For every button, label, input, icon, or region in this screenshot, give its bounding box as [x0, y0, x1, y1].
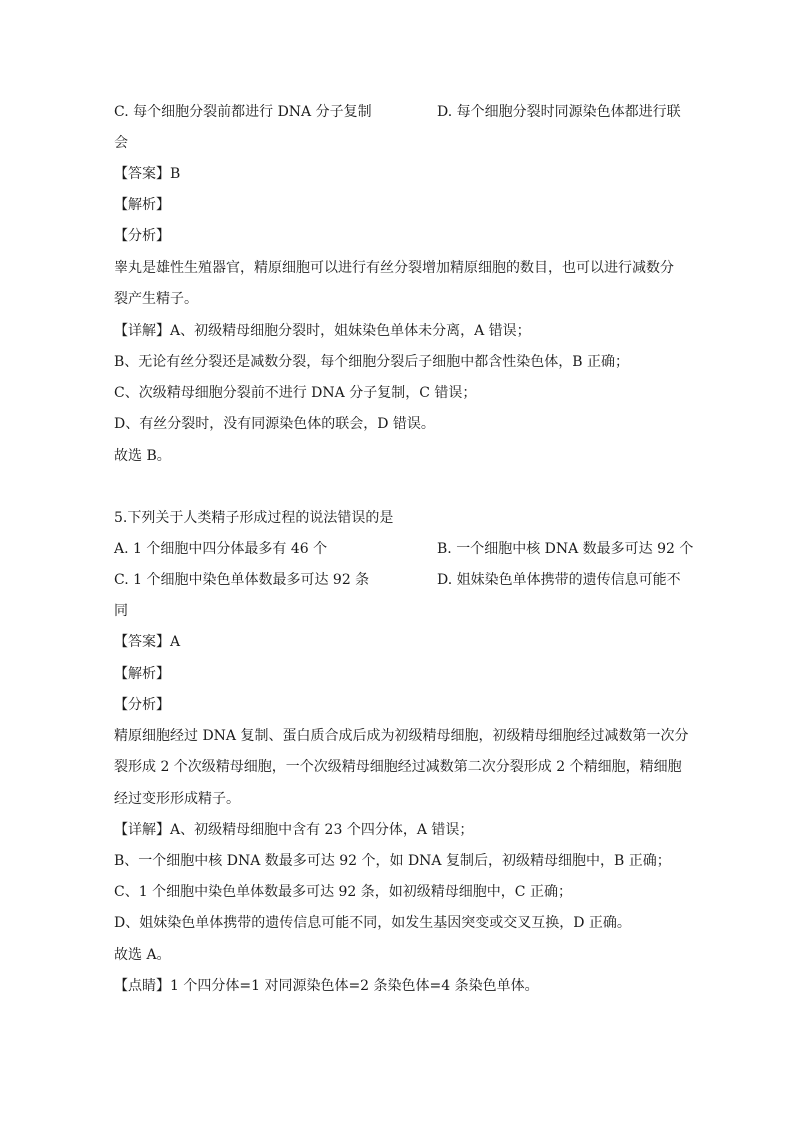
q5-option-a: A. 1 个细胞中四分体最多有 46 个 — [114, 541, 328, 557]
q5-stem: 5.下列关于人类精子形成过程的说法错误的是 — [114, 510, 394, 526]
q4-conclusion: 故选 B。 — [114, 448, 171, 464]
q5-detail-a: 【详解】A、初级精母细胞中含有 23 个四分体，A 错误； — [114, 822, 474, 838]
q5-detail-b: B、一个细胞中核 DNA 数最多可达 92 个，如 DNA 复制后，初级精母细胞中，B 正确； — [114, 853, 671, 869]
q4-option-d: D. 每个细胞分裂时同源染色体都进行联 — [437, 104, 681, 120]
q4-fenxi-line-1: 睾丸是雄性生殖器官，精原细胞可以进行有丝分裂增加精原细胞的数目，也可以进行减数分 — [114, 260, 674, 276]
q4-detail-b: B、无论有丝分裂还是减数分裂，每个细胞分裂后子细胞中都含性染色体，B 正确； — [114, 354, 630, 370]
q5-dianjing: 【点睛】1 个四分体=1 对同源染色体=2 条染色体=4 条染色单体。 — [114, 978, 539, 994]
q4-analysis-heading: 【解析】 — [114, 197, 170, 213]
q5-detail-d: D、姐妹染色单体携带的遗传信息可能不同，如发生基因突变或交叉互换，D 正确。 — [114, 915, 631, 931]
q5-fenxi-heading: 【分析】 — [114, 697, 170, 713]
q5-detail-c: C、1 个细胞中染色单体数最多可达 92 条，如初级精母细胞中，C 正确； — [114, 884, 572, 900]
q4-answer: 【答案】B — [114, 166, 181, 182]
q4-detail-d: D、有丝分裂时，没有同源染色体的联会，D 错误。 — [114, 416, 435, 432]
q5-conclusion: 故选 A。 — [114, 947, 171, 963]
q5-answer: 【答案】A — [114, 634, 181, 650]
q4-detail-a: 【详解】A、初级精母细胞分裂时，姐妹染色单体未分离，A 错误； — [114, 323, 531, 339]
q5-fenxi-line-1: 精原细胞经过 DNA 复制、蛋白质合成后成为初级精母细胞，初级精母细胞经过减数第一次分 — [114, 728, 689, 744]
q4-fenxi-line-2: 裂产生精子。 — [114, 291, 198, 307]
q5-option-b: B. 一个细胞中核 DNA 数最多可达 92 个 — [437, 541, 694, 557]
q5-analysis-heading: 【解析】 — [114, 666, 170, 682]
q5-option-c: C. 1 个细胞中染色单体数最多可达 92 条 — [114, 572, 370, 588]
q5-fenxi-line-2: 裂形成 2 个次级精母细胞，一个次级精母细胞经过减数第二次分裂形成 2 个精细胞，精细胞 — [114, 759, 682, 775]
q4-detail-c: C、次级精母细胞分裂前不进行 DNA 分子复制，C 错误； — [114, 385, 477, 401]
q4-option-d-cont: 会 — [114, 135, 128, 151]
q5-option-d-cont: 同 — [114, 603, 128, 619]
q4-fenxi-heading: 【分析】 — [114, 228, 170, 244]
q4-option-c: C. 每个细胞分裂前都进行 DNA 分子复制 — [114, 104, 372, 120]
q5-option-d: D. 姐妹染色单体携带的遗传信息可能不 — [437, 572, 681, 588]
q5-fenxi-line-3: 经过变形形成精子。 — [114, 791, 240, 807]
